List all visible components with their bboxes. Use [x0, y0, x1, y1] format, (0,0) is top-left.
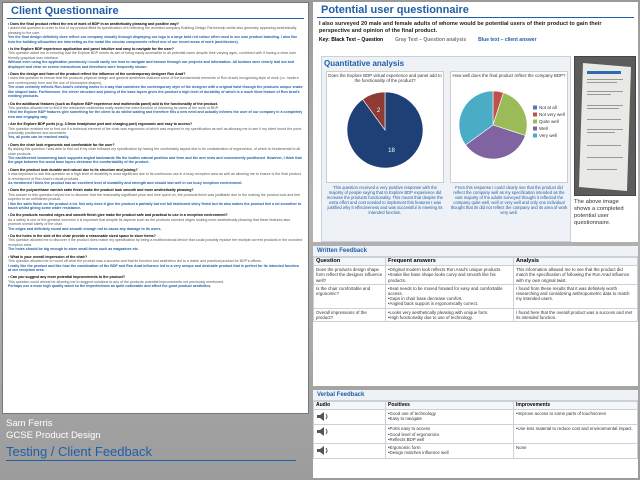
question-block [3, 213, 308, 231]
question-analysis: By asking this question I was able to find out if my chair followed my specification by having the comfortably aspect due to its consideration of ergonomics, of which is fundamental to all chair products. [8, 147, 301, 156]
audio-cell[interactable] [314, 444, 386, 459]
table-cell: None [514, 444, 638, 459]
pie-chart-functionality [327, 84, 443, 179]
potential-user-title: Potential user questionnaire [317, 2, 634, 18]
chart-card-functionality [326, 71, 444, 183]
key-black: Key: Black Text – Question [319, 37, 384, 43]
legend-swatch [533, 106, 537, 110]
potential-user-panel [313, 2, 638, 242]
question-block [3, 255, 308, 273]
potential-user-intro: I also surveyed 20 male and female adults of whome would be potential users of their product to gain their perspective and opinion of the final product. [319, 21, 602, 34]
speaker-icon[interactable] [316, 426, 330, 437]
question-text: • Do the additional features (such as Explore BDP experience and multimedia panel) add to the functionality of the product. [8, 101, 219, 106]
table-row [314, 266, 638, 285]
question-analysis: I asked this question in order to find of my product fitted its specification of it reflecting the architect company Building Design Partnership whilst also generally appearing aesthetically pleasing to the user. [8, 26, 297, 35]
photo-caption: The above image shows a completed potential user questionnaire. [574, 199, 624, 226]
table-row [314, 425, 638, 444]
question-text: • Does the chair look ergonomic and comfortable for the user? [8, 142, 115, 147]
quantitative-analysis-box [321, 56, 571, 242]
question-block [3, 102, 308, 120]
question-analysis: This question could almost be allowing me to suggest solutions to any of the products potential improvements not previously mentioned. [8, 279, 224, 284]
client-answer: I like the satin finish on the product a lot. Not only does it give the product a partially but not full fashioned shiny finish but its also makes the product feel a lot smoother to touch whilst giving some water resistance. [8, 201, 302, 211]
audio-cell[interactable] [314, 425, 386, 444]
chart-title-reflect: How well does the final product reflect the company BDP? [452, 73, 566, 78]
question-block [3, 72, 308, 98]
table-cell: Does the products design shape form reflect the designer influence well? [314, 266, 386, 285]
legend-label: Well [539, 126, 548, 131]
client-questionnaire-title: Client Questionnaire [7, 3, 304, 19]
question-analysis: It was important to ask this question as a high level of durability is most significant due to its continuous use in a busy reception area as well as allowing me to ensure is the final product is reminiscent of Ron Arad's robust products. [8, 172, 301, 181]
course-name: GCSE Product Design [6, 430, 101, 441]
table-row [314, 444, 638, 459]
question-analysis: As a safety is one of the greatest concerns it is important that despite its aspects such as the products rounded edges looking more aesthetically pleasing that these features also promote overall safety of the chair. [8, 217, 291, 227]
client-questionnaire-panel [2, 2, 309, 414]
question-text: • Can you suggest any more potential improvements to the product? [8, 275, 126, 280]
question-text: • Does the polyurethane varnish satin finish make the product look smooth and more aesthetically pleasing? [8, 188, 194, 193]
question-analysis: This question allowed me to round off what the product was a success and that its function and aesthetics led to a viable and practical product for BDP's offices. [8, 259, 262, 264]
question-analysis: This question allowed me to discover if the product does match my specification by being a multifunctional device that could possibly replace the multiple current products in the crowded reception area. [8, 238, 302, 247]
vf-header-positives: Positives [386, 402, 514, 410]
pie-data-label: 2 [376, 108, 381, 115]
footer-divider [6, 460, 296, 461]
legend-swatch [533, 127, 537, 131]
question-analysis: This question enabled me to find out if a technical element of the chair was ergonomic of which was required in my specification as well as allowing me to see if my client found the ports practically positioned and accessible. [8, 126, 302, 135]
table-cell: •Ergonomic form •Design matches influence well [386, 444, 514, 459]
chart-caption-reflect: From this response I could clearly see that the product did reflect the company well as my specification intended as the vast majority of the adults surveyed thought it reflected the company quite well, well or very well and only one individual thought that its did not reflect the company and its area of work very well. [450, 185, 568, 215]
chart-caption-functionality: This question received a very positive response with the majority of people saying that to Explore BDP experience did increase the products functionality. This meant that despite the extra effort and cost needed to implement this features I was justified why it effectiveness and was successful in meeting its intended function. [327, 185, 443, 215]
table-cell: •Ports easy to access •Good level of ergonomics •Reflects BDP well [386, 425, 514, 444]
page-subtitle: Testing / Client Feedback [6, 444, 152, 459]
chart-card-reflect [450, 71, 568, 183]
chart-title-functionality: Does the Explore BDP virtual experience and panel add to the functionality of the product? [328, 73, 442, 83]
written-feedback-title: Written Feedback [313, 246, 638, 257]
question-analysis: This question allowed me to find if the interactive multimedia really added the extra function of informing its users of the work of BDP. [8, 105, 219, 110]
wf-header-question: Question [314, 258, 386, 266]
question-text: • What is your overall impression of the chair? [8, 254, 88, 259]
wf-header-analysis: Analysis [514, 258, 638, 266]
client-answer: The holes should be big enough to store small items such as magazines etc. [8, 247, 139, 252]
speaker-icon[interactable] [316, 445, 330, 456]
key-blue: Blue text – client answer [478, 37, 537, 43]
table-cell: •Looks very aesthetically pleasing with unique form. •High functionality due to use of technology. [386, 308, 514, 321]
question-text: • Does the design and form of the product reflect the influence of the contemporary designer Ron Arad? [8, 72, 186, 77]
written-feedback-table [313, 257, 638, 322]
table-cell: I found from these results that it was definitely worth researching and considering anthropometric data to match my intended users. [514, 284, 638, 308]
question-text: • Do the products rounded edges and smooth finish give make the product safe and practical to use in a reception environment? [8, 213, 228, 218]
legend-swatch [533, 134, 537, 138]
question-analysis: I used this question to ensure that the products physical design and general aesthetics featured some of the fundamental elements of Ron Arad's recognising style of work (i.e. modern and contemporary form and the use of biomorphic shapes). [8, 76, 299, 85]
question-text: • Is the Explore BDP experience application and panel intuitive and easy to navigate for the user? [8, 47, 174, 52]
table-cell: Overall impressions of the product? [314, 308, 386, 321]
legend-label: Not very well [539, 112, 565, 117]
table-row [314, 410, 638, 425]
client-answer: I find the Explore BDP features give something for the client to do whilst waiting and therefore fills a new need and actually informs the user of our company in a completely new and engaging way. [8, 110, 303, 119]
legend-label: Very well [539, 133, 558, 138]
pie-chart-reflect [451, 79, 567, 174]
client-answer: I really like the product and like how the combination of the BDP and Ron Arad influence led to a very unique and desirable product that is perfect for its intended function at our reception area. [8, 263, 299, 272]
client-answer: As mentioned I think the product has an excellent level of durability and strength and should last well in our busy reception environment. [8, 181, 243, 185]
client-answer: Without even using the application previously I could easily see how to navigate and browse through our projects and information. All buttons were clearly laid out and displayed and clear on screen instructions and directions were frequently shown. [8, 60, 294, 69]
table-cell: I found here that the overall product was a success and met its intended function. [514, 308, 638, 321]
question-analysis: This answer to this question helped me to discover that the reasonably significant price and time spent on, the products finish was justifiable due to the making the product look and feel superior to an unfinished product. [8, 192, 301, 202]
vf-header-improvements: Improvements [514, 402, 638, 410]
client-answer: The chair certainly reflects Ron Arad's existing works in a way that combines the contemporary style of the designer with a original twist through the products unique snake like shaped base. Furthermore, the clever structure and joining of the base layers gives the product a high level of durability of which is a much liked feature of Ron Arad's existing products. [8, 85, 303, 99]
verbal-feedback-panel [313, 390, 638, 478]
written-feedback-panel [313, 246, 638, 386]
vf-header-audio: Audio [314, 402, 386, 410]
questionnaire-photo [574, 56, 636, 196]
quantitative-analysis-title: Quantitative analysis [324, 59, 405, 68]
question-block [3, 122, 308, 140]
client-answer: The cantilevered boomerang back supports angled backwards fits the bodies natural position and form and the arm rests and conveniently positioned. However, I think that the gaps between the wood base layers decrease the comfortability of the product. [8, 155, 302, 165]
question-block [3, 143, 308, 165]
wf-header-answers: Frequent answers [386, 258, 514, 266]
question-analysis: This question aided me in ensuring that the Explore BDP meets its aim of being easily accessible to all potential users despite their varying ages, combined with it having a clear user friendly graphical user interface. [8, 51, 297, 60]
table-cell: •Good use of technology •Easy to navigate [386, 410, 514, 425]
question-text: • Does the product look durable and robust due to its structure and joining? [8, 167, 138, 172]
question-text: • Are the Explore BDP ports (e.g. 3.5mm headphone port and charging port) ergonomic and easy to access? [8, 122, 193, 127]
table-cell: •Seat needs to be moved forward for easy and comfortable access. •Gaps in chair base decrease comfort. •Angled back support is ergonomically correct. [386, 284, 514, 308]
table-row [314, 284, 638, 308]
legend-swatch [533, 113, 537, 117]
client-answer: Yes, all ports can be reached easily. [8, 135, 70, 140]
table-cell: •Original modern look reflects Ron Arad's unique products •Snake like base shape looks curvy and smooth like his products. [386, 266, 514, 285]
question-text: • Does the final product reflect the era of work of BDP in an aesthetically pleasing and positive way? [8, 22, 179, 26]
question-text: • Do the holes in the side of the chair provide a reasonable sized space to store items? [8, 234, 156, 239]
verbal-feedback-title: Verbal Feedback [313, 390, 638, 401]
audio-cell[interactable] [314, 410, 386, 425]
author-name: Sam Ferris [6, 418, 53, 429]
table-cell: Is the chair comfortable and ergonomic? [314, 284, 386, 308]
legend-label: Quite well [539, 119, 559, 124]
client-answer: Yes the final design definitely does reflect our company visually through displaying our logo in a large bold red colour often used in our own product branding. I also like how the building silhouettes are interesting as the metal like circular components reflect one of our recent areas of work (architecture). [8, 35, 298, 44]
client-answer: Perhaps use a more high quality wood so the imperfections as quite noticeable and affect the good product aesthetics. [8, 284, 212, 289]
table-cell: •Improve access to some parts of touchscreen [514, 410, 638, 425]
colour-key [313, 35, 638, 45]
question-block [3, 188, 308, 210]
key-grey: Gray Text – Question analysis [395, 37, 467, 43]
question-block [3, 168, 308, 186]
question-block [3, 22, 308, 44]
client-questionnaire-list [3, 22, 308, 289]
pie-data-label: 18 [388, 147, 395, 154]
question-block [3, 275, 308, 288]
verbal-feedback-table [313, 401, 638, 459]
client-answer: The edges and definitely round and smooth enough not to cause any damage to its users. [8, 226, 162, 231]
legend-swatch [533, 120, 537, 124]
table-cell: This information allowed me to see that the product did match the specification of following the Ron Arad influence with my own original twist. [514, 266, 638, 285]
table-cell: •Use less material to reduce cost and environmental impact. [514, 425, 638, 444]
legend-label: Not at all [539, 105, 557, 110]
question-block [3, 234, 308, 252]
questionnaire-photo-image [575, 57, 636, 196]
table-row [314, 308, 638, 321]
question-block [3, 47, 308, 69]
footer [6, 418, 306, 461]
speaker-icon[interactable] [316, 411, 330, 422]
